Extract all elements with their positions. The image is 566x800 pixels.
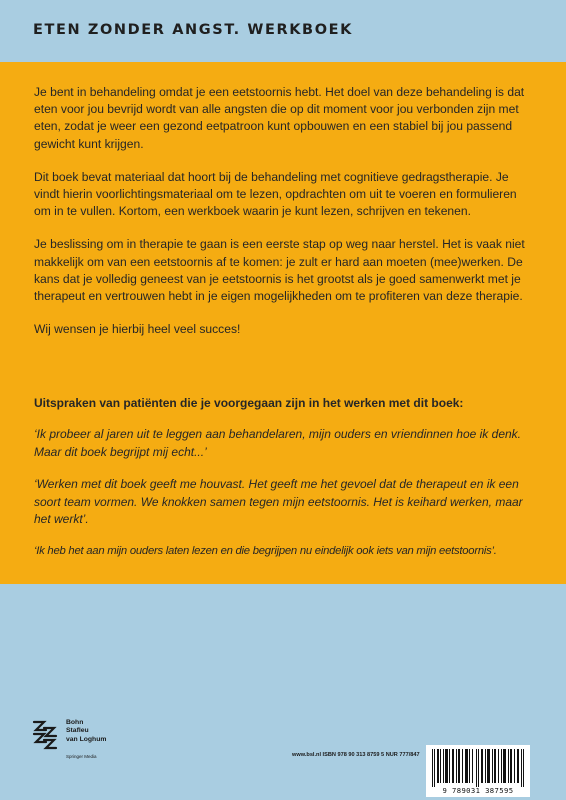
- publisher-logo: [30, 714, 140, 758]
- publisher-name-line: Stafleu: [66, 727, 89, 735]
- blurb: [34, 84, 532, 354]
- blurb-paragraph: Wij wensen je hierbij heel veel succes!: [34, 322, 241, 337]
- patient-quote: ‘Ik probeer al jaren uit te leggen aan behandelaren, mijn ouders en vriendinnen hoe ik denk. Maar dit boek begrijpt mij echt...’: [34, 427, 521, 459]
- barcode: [426, 745, 530, 797]
- blurb-paragraph: Je bent in behandeling omdat je een eetstoornis hebt. Het doel van deze behandeling is dat eten voor jou bevrijd wordt van alle angsten die op dit moment voor jou verbonden zijn met eten, zodat je weer een gezond eetpatroon kunt opbouwen en een stabiel bij jou passend gewicht kunt krijgen.: [34, 85, 525, 151]
- blurb-paragraph: Je beslissing om in therapie te gaan is een eerste stap op weg naar herstel. Het is vaak niet makkelijk om van een eetstoornis af te komen: je zult er hard aan moeten (mee)werken. De kans dat je volledig geneest van je eetstoornis is het grootst als je goed samenwerkt met je therapeut en vertrouwen hebt in je eigen mogelijkheden om te profiteren van deze therapie.: [34, 237, 525, 304]
- series-title: ETEN ZONDER ANGST. WERKBOEK: [33, 22, 353, 38]
- bsl-logo-icon: [30, 718, 60, 752]
- publisher-subtitle: Springer Media: [66, 754, 97, 759]
- publisher-name: [66, 719, 106, 744]
- patient-quote: ‘Werken met dit boek geeft me houvast. Het geeft me het gevoel dat de therapeut en ik een soort team vormen. We knokken samen tegen mijn eetstoornis. Het is keihard werken, maar het werkt’.: [34, 477, 523, 526]
- publisher-name-line: van Loghum: [66, 735, 107, 743]
- publisher-name-line: Bohn: [66, 719, 84, 726]
- quotes-heading: Uitspraken van patiënten die je voorgegaan zijn in het werken met dit boek:: [34, 396, 464, 410]
- isbn-line: www.bsl.nl ISBN 978 90 313 8759 5 NUR 777/847: [292, 752, 420, 758]
- barcode-digits: 9 789031 387595: [442, 786, 514, 795]
- barcode-bars: [430, 749, 526, 787]
- patient-quote: ‘Ik heb het aan mijn ouders laten lezen en die begrijpen nu eindelijk ook iets van mijn eetstoornis’.: [34, 545, 497, 557]
- blurb-paragraph: Dit boek bevat materiaal dat hoort bij de behandeling met cognitieve gedragstherapie. Je vindt hierin voorlichtingsmateriaal om te lezen, opdrachten om uit te voeren en formulieren om in te vullen. Kortom, een werkboek waarin je kunt lezen, schrijven en tekenen.: [34, 169, 517, 219]
